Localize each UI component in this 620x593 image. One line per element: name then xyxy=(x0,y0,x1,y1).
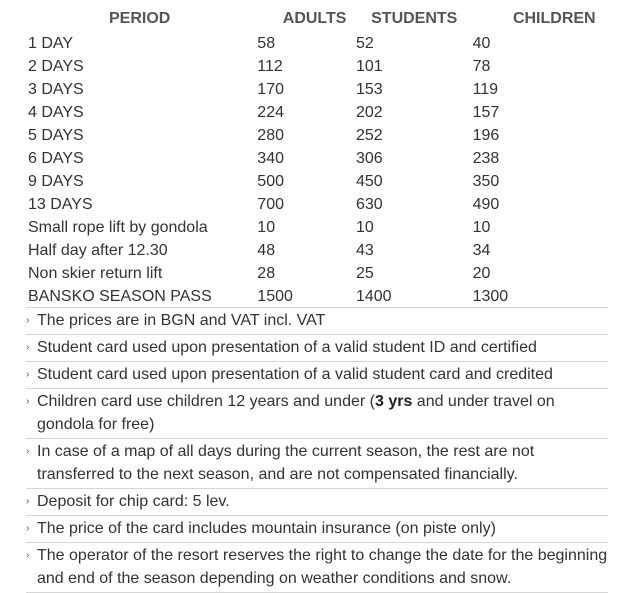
table-row xyxy=(22,193,620,216)
list-item xyxy=(26,543,608,593)
note-bold-text: 3 yrs xyxy=(374,393,413,410)
children-price: 1300 xyxy=(472,288,509,305)
children-price: 10 xyxy=(472,219,491,236)
table-row xyxy=(22,147,620,170)
note-text: Children card use children 12 years and under ( xyxy=(37,393,375,410)
students-price: 306 xyxy=(355,150,383,167)
header-period: PERIOD xyxy=(108,10,171,27)
chevron-right-icon: › xyxy=(26,315,30,326)
period-cell: 3 DAYS xyxy=(28,81,84,98)
period-cell: 13 DAYS xyxy=(28,196,93,213)
children-price: 34 xyxy=(472,242,491,259)
list-item xyxy=(26,389,608,439)
chevron-right-icon: › xyxy=(26,342,30,353)
note-text: The prices are in BGN and VAT incl. VAT xyxy=(37,312,326,329)
adults-price: 224 xyxy=(257,104,284,121)
note-text: The price of the card includes mountain insurance (on piste only) xyxy=(37,520,496,537)
period-cell: Small rope lift by gondola xyxy=(28,219,208,236)
list-item xyxy=(26,362,608,389)
students-price: 202 xyxy=(355,104,383,121)
table-row xyxy=(22,55,620,78)
chevron-right-icon: › xyxy=(26,369,30,380)
students-price: 25 xyxy=(355,265,374,282)
students-price: 43 xyxy=(355,242,374,259)
list-item xyxy=(26,489,608,516)
list-item xyxy=(26,439,608,489)
note-text: Student card used upon presentation of a valid student card and credited xyxy=(37,366,553,383)
children-price: 157 xyxy=(472,104,500,121)
period-cell: 1 DAY xyxy=(28,35,74,52)
chevron-right-icon: › xyxy=(26,396,30,407)
students-price: 101 xyxy=(355,58,383,75)
table-header-row xyxy=(22,6,620,32)
children-price: 78 xyxy=(472,58,491,75)
list-item xyxy=(26,335,608,362)
chevron-right-icon: › xyxy=(26,523,30,534)
children-price: 350 xyxy=(472,173,500,190)
notes-list xyxy=(26,307,608,593)
chevron-right-icon: › xyxy=(26,496,30,507)
students-price: 1400 xyxy=(355,288,392,305)
note-text: and under travel on gondola for free) xyxy=(37,393,555,433)
adults-price: 280 xyxy=(257,127,284,144)
period-cell: 4 DAYS xyxy=(28,104,84,121)
header-children: CHILDREN xyxy=(512,10,596,27)
children-price: 20 xyxy=(472,265,491,282)
price-table xyxy=(22,6,620,308)
note-text: The operator of the resort reserves the right to change the date for the beginning and end of the season depending on weather conditions and snow. xyxy=(37,547,608,587)
chevron-right-icon: › xyxy=(26,550,30,561)
table-row xyxy=(22,124,620,147)
adults-price: 10 xyxy=(257,219,276,236)
adults-price: 1500 xyxy=(257,288,293,305)
note-text: In case of a map of all days during the current season, the rest are not transferred to the next season, and are not compensated financially. xyxy=(37,443,535,483)
adults-price: 170 xyxy=(257,81,284,98)
table-row xyxy=(22,285,620,308)
children-price: 119 xyxy=(472,81,499,98)
students-price: 10 xyxy=(355,219,374,236)
note-text: Student card used upon presentation of a valid student ID and certified xyxy=(37,339,537,356)
table-row xyxy=(22,262,620,285)
period-cell: 9 DAYS xyxy=(28,173,84,190)
chevron-right-icon: › xyxy=(26,446,30,457)
adults-price: 500 xyxy=(257,173,284,190)
children-price: 490 xyxy=(472,196,500,213)
header-adults: ADULTS xyxy=(282,10,347,27)
list-item xyxy=(26,516,608,543)
table-row xyxy=(22,101,620,124)
list-item xyxy=(26,308,608,335)
students-price: 630 xyxy=(355,196,383,213)
header-students: STUDENTS xyxy=(371,10,458,27)
adults-price: 340 xyxy=(257,150,284,167)
period-cell: 2 DAYS xyxy=(28,58,84,75)
adults-price: 112 xyxy=(257,58,283,75)
children-price: 238 xyxy=(472,150,500,167)
period-cell: Non skier return lift xyxy=(28,265,163,282)
note-text: Deposit for chip card: 5 lev. xyxy=(37,493,230,510)
students-price: 52 xyxy=(355,35,374,52)
table-row xyxy=(22,32,620,55)
adults-price: 58 xyxy=(257,35,276,52)
children-price: 40 xyxy=(472,35,491,52)
period-cell: Half day after 12.30 xyxy=(28,242,168,259)
table-row xyxy=(22,216,620,239)
students-price: 450 xyxy=(355,173,383,190)
table-row xyxy=(22,78,620,101)
adults-price: 28 xyxy=(257,265,276,282)
period-cell: BANSKO SEASON PASS xyxy=(28,288,212,305)
table-row xyxy=(22,170,620,193)
students-price: 153 xyxy=(355,81,383,98)
students-price: 252 xyxy=(355,127,383,144)
adults-price: 700 xyxy=(257,196,284,213)
adults-price: 48 xyxy=(257,242,276,259)
period-cell: 6 DAYS xyxy=(28,150,84,167)
children-price: 196 xyxy=(472,127,500,144)
period-cell: 5 DAYS xyxy=(28,127,84,144)
table-row xyxy=(22,239,620,262)
